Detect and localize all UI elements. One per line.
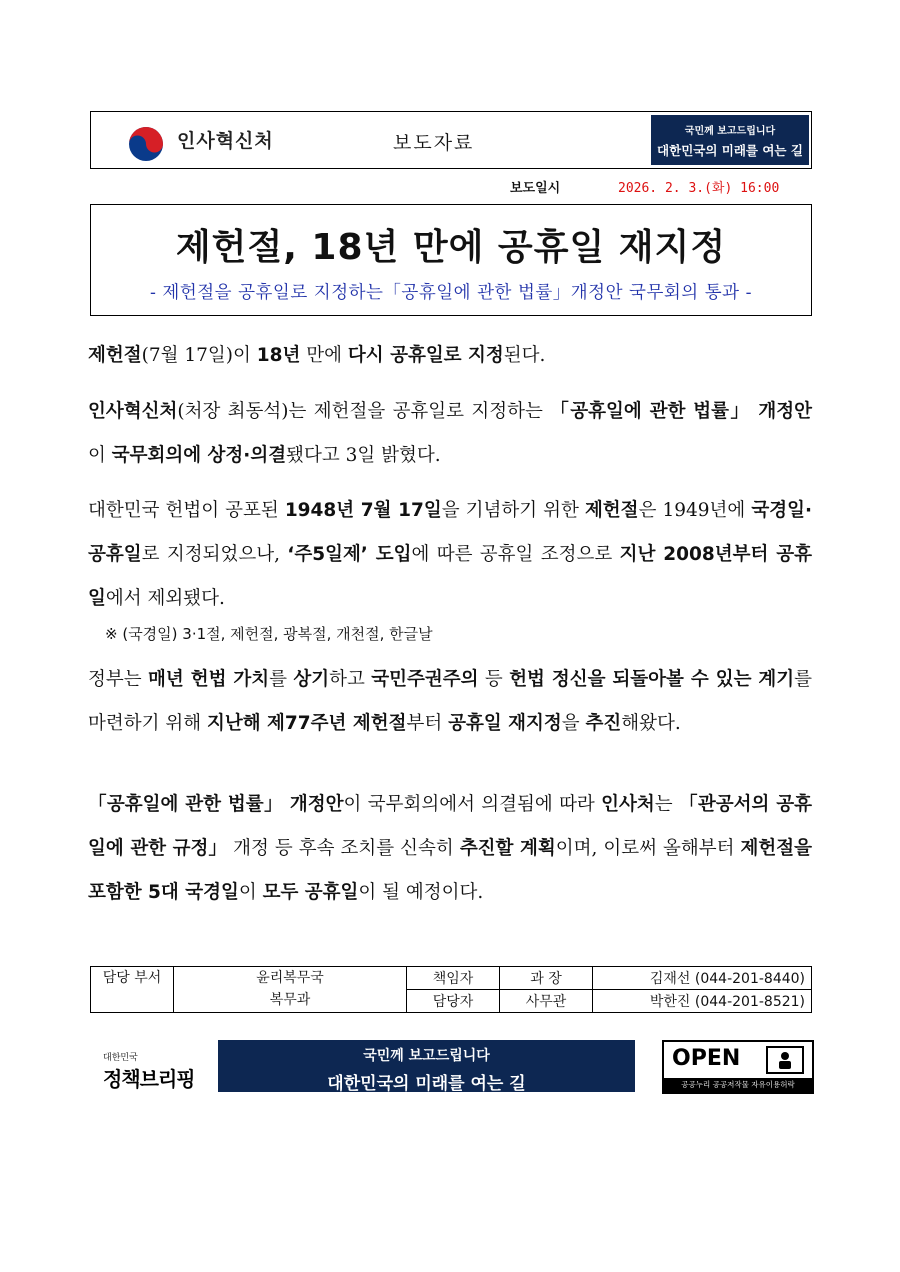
emphasis-text: 「공휴일에 관한 법률」 개정안 [550, 401, 812, 422]
policy-briefing-logo [103, 1050, 201, 1092]
emphasis-text: 국무회의에 상정·의결 [111, 445, 287, 466]
footer-banner-line2: 대한민국의 미래를 여는 길 [327, 1074, 526, 1094]
body-text: 대한민국 헌법이 공포된 [88, 500, 285, 521]
footer-banner-line1: 국민께 보고드립니다 [363, 1048, 490, 1064]
brief-big-text: 정책브리핑 [103, 1067, 195, 1091]
release-label: 보도일시 [510, 181, 561, 196]
emphasis-text: 제헌절 [88, 345, 142, 366]
body-text: 로 지정되었으나, [141, 544, 288, 565]
emphasis-text: 추진할 계획 [459, 838, 556, 859]
body-text: 에서 제외됐다. [105, 588, 225, 609]
emphasis-text: 「관공서의 공휴일에 관한 규정」 [88, 794, 812, 859]
body-text: 를 [269, 669, 294, 690]
body-text: 이 될 예정이다. [358, 882, 484, 903]
person-cell: 김재선 (044-201-8440) [593, 967, 812, 990]
open-license-text: 공공누리 공공저작물 자유이용허락 [664, 1078, 812, 1092]
page-title: 제헌절, 18년 만에 공휴일 재지정 [175, 227, 727, 268]
emphasis-text: 18년 [256, 345, 301, 366]
person-icon [766, 1046, 804, 1074]
note-national-days: ※ (국경일) 3·1절, 제헌절, 광복절, 개천절, 한글날 [105, 625, 433, 643]
body-text: 이 [238, 882, 263, 903]
emphasis-text: 「공휴일에 관한 법률」 개정안 [88, 794, 344, 815]
title-box [90, 204, 812, 316]
title-cell: 사무관 [500, 990, 593, 1013]
body-text: 이 국무회의에서 의결됨에 따라 [343, 794, 602, 815]
body-text: (7월 17일)이 [141, 345, 257, 366]
body-text: 는 [654, 794, 679, 815]
body-text: 된다. [503, 345, 546, 366]
person-cell: 박한진 (044-201-8521) [593, 990, 812, 1013]
table-row [91, 967, 812, 990]
footer-banner [218, 1040, 635, 1092]
org-name: 인사혁신처 [177, 130, 274, 152]
body-text: (처장 최동석)는 제헌절을 공휴일로 지정하는 [177, 401, 551, 422]
paragraph-3 [88, 489, 812, 621]
dept-name [174, 967, 407, 1013]
emphasis-text: 인사처 [601, 794, 655, 815]
body-text: 해왔다. [621, 713, 681, 734]
dept-label: 담당 부서 [91, 967, 174, 1013]
open-license-badge [662, 1040, 814, 1094]
doc-type: 보도자료 [393, 132, 475, 154]
paragraph-1 [88, 334, 812, 378]
body-text: 이 [88, 445, 112, 466]
emphasis-text: 상기 [293, 669, 330, 690]
body-text: 등 [478, 669, 510, 690]
emphasis-text: ‘주5일제’ 도입 [287, 544, 412, 565]
emphasis-text: 1948년 7월 17일 [284, 500, 442, 521]
body-text: 만에 [300, 345, 348, 366]
body-text: 하고 [329, 669, 372, 690]
body-text: 개정 등 후속 조치를 신속히 [227, 838, 460, 859]
emphasis-text: 헌법 정신을 되돌아볼 수 있는 계기 [509, 669, 795, 690]
emphasis-text: 제헌절 [584, 500, 639, 521]
dept-line2: 복무과 [269, 992, 311, 1008]
slogan-line2: 대한민국의 미래를 여는 길 [657, 143, 803, 158]
title-cell: 과 장 [500, 967, 593, 990]
slogan-banner [651, 115, 809, 165]
emphasis-text: 국경일·공휴일 [88, 500, 812, 565]
body-text: 에 따른 공휴일 조정으로 [411, 544, 620, 565]
government-emblem-icon [126, 124, 166, 164]
role-cell: 담당자 [407, 990, 500, 1013]
body-text: 이며, 이로써 올해부터 [555, 838, 741, 859]
emphasis-text: 지난 2008년부터 공휴일 [88, 544, 813, 609]
paragraph-4 [88, 658, 812, 746]
paragraph-2 [88, 390, 812, 478]
dept-line1: 윤리복무국 [256, 970, 324, 986]
body-text: 를 마련하기 위해 [88, 669, 813, 734]
header-box [90, 111, 812, 169]
body-text: 정부는 [88, 669, 149, 690]
body-text: 됐다고 3일 밝혔다. [286, 445, 441, 466]
emphasis-text: 지난해 제77주년 제헌절 [207, 713, 407, 734]
emphasis-text: 추진 [585, 713, 622, 734]
emphasis-text: 국민주권주의 [371, 669, 479, 690]
body-text: 은 1949년에 [638, 500, 752, 521]
body-text: 부터 [406, 713, 449, 734]
emphasis-text: 다시 공휴일로 지정 [347, 345, 504, 366]
brief-small-text: 대한민국 [103, 1053, 138, 1063]
release-datetime: 2026. 2. 3.(화) 16:00 [618, 181, 780, 196]
page-subtitle: - 제헌절을 공휴일로 지정하는「공휴일에 관한 법률」개정안 국무회의 통과 - [149, 283, 753, 303]
emphasis-text: 매년 헌법 가치 [148, 669, 270, 690]
emphasis-text: 공휴일 재지정 [448, 713, 562, 734]
role-cell: 책임자 [407, 967, 500, 990]
emphasis-text: 제헌절을 포함한 5대 국경일 [88, 838, 812, 903]
contact-table [90, 966, 812, 1013]
body-text: 을 [561, 713, 586, 734]
emphasis-text: 모두 공휴일 [262, 882, 359, 903]
slogan-line1: 국민께 보고드립니다 [684, 126, 776, 137]
body-text: 을 기념하기 위한 [441, 500, 585, 521]
emphasis-text: 인사혁신처 [88, 401, 178, 422]
open-word: OPEN [672, 1046, 741, 1071]
paragraph-5 [88, 783, 812, 915]
